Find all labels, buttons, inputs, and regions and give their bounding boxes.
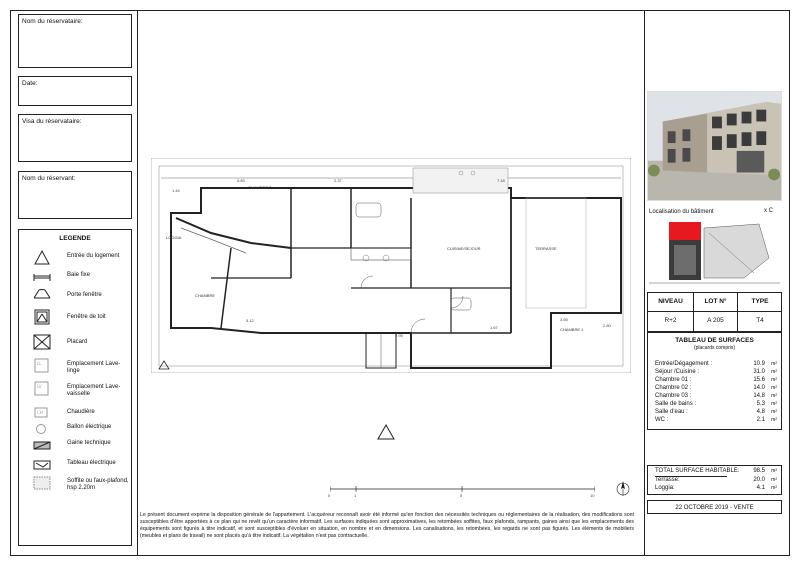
legend-label: Fenêtre de toit [67, 314, 106, 320]
dimension: 2.95 [395, 333, 403, 338]
lot-table [647, 292, 782, 332]
surface-row [655, 417, 777, 425]
building-photo [647, 91, 782, 201]
scale-label: 1 [354, 493, 357, 498]
header-niveau: NIVEAU [648, 293, 694, 311]
triangle-entry-icon [33, 249, 51, 267]
date-label: 22 OCTOBRE 2019 - VENTE [647, 500, 782, 514]
surface-unit: m² [771, 417, 777, 423]
surface-name: WC : [655, 417, 669, 423]
scale-label: 10 [590, 493, 595, 498]
total-name: Terrasse: [655, 477, 680, 483]
legend-label: Emplacement Lave-vaisselle [67, 384, 121, 397]
fixed-window-icon [33, 268, 51, 286]
left-divider [137, 10, 138, 556]
surface-unit: m² [771, 393, 777, 399]
legend-label: Placard [67, 339, 88, 345]
surface-unit: m² [771, 369, 777, 375]
total-value: 98.5 [753, 468, 765, 474]
surface-row [655, 361, 777, 369]
floor-plan [151, 158, 631, 373]
roof-window-icon [33, 308, 51, 326]
room-label: CHAMBRE 3 [248, 185, 272, 190]
room-label: CHAMBRE 1 [560, 327, 584, 332]
surface-row [655, 377, 777, 385]
scale-label: 5 [460, 493, 463, 498]
false-ceiling-icon [33, 474, 51, 492]
surface-unit: m² [771, 401, 777, 407]
legend-title: LEGENDE [59, 235, 91, 242]
reservataire-name-box[interactable] [18, 14, 132, 68]
room-label: CHAMBRE [195, 293, 216, 298]
room-label: CUISINE/SEJOUR [447, 246, 481, 251]
value-niveau: R+2 [648, 311, 694, 331]
surfaces-subtitle: (placards compris) [693, 345, 736, 351]
date-label: Date: [22, 80, 38, 87]
dimension: 5.83 [237, 178, 245, 183]
right-divider [644, 10, 645, 556]
surfaces-title: TABLEAU DE SURFACES [675, 337, 754, 344]
surface-unit: m² [771, 377, 777, 383]
reservant-name-box[interactable] [18, 171, 132, 219]
legend-label: Emplacement Lave-linge [67, 361, 121, 374]
header-type: TYPE [751, 298, 769, 305]
visa-label: Visa du réservataire: [22, 118, 82, 125]
legend-label: Porte fenêtre [67, 292, 102, 298]
total-row [655, 468, 777, 476]
surface-name: Séjour /Cuisine : [655, 369, 700, 375]
total-unit: m² [771, 477, 777, 483]
total-value: 4.1 [756, 485, 765, 491]
legend-label: Soffite ou faux-plafond, hsp 2.20m [67, 478, 129, 491]
technical-duct-icon [33, 436, 51, 454]
french-window-icon [33, 286, 51, 304]
surface-unit: m² [771, 409, 777, 415]
visa-box[interactable] [18, 114, 132, 162]
reservataire-name-label: Nom du réservataire: [22, 18, 83, 25]
surfaces-table [647, 332, 782, 430]
total-name: TOTAL SURFACE HABITABLE: [655, 468, 740, 474]
dimension: 5.12 [246, 318, 254, 323]
legend-label: Baie fixe [67, 272, 91, 278]
surface-row [655, 393, 777, 401]
totals-table [647, 465, 782, 495]
surface-value: 14.0 [753, 385, 765, 391]
room-label: TERRASSE [535, 246, 557, 251]
value-lot: A 205 [694, 311, 738, 331]
total-value: 20.0 [753, 477, 765, 483]
header-lot: LOT N° [694, 293, 738, 311]
location-toggle[interactable]: x C [764, 208, 773, 214]
surface-unit: m² [771, 361, 777, 367]
surface-value: 2.1 [756, 417, 765, 423]
total-row [655, 485, 777, 493]
surface-row [655, 409, 777, 417]
room-label: LOGGIA [166, 235, 182, 240]
surface-name: Salle d'eau : [655, 409, 688, 415]
corner-triangle-icon [158, 360, 170, 370]
legend-label: Ballon électrique [67, 424, 112, 430]
washing-machine-icon [33, 357, 51, 375]
surface-name: Salle de bains : [655, 401, 697, 407]
total-name: Loggia: [655, 485, 675, 491]
electric-panel-icon [33, 456, 51, 474]
surface-unit: m² [771, 385, 777, 391]
scale-label: 0 [328, 493, 331, 498]
scale-bar [330, 486, 595, 496]
closet-icon [33, 333, 51, 351]
reservant-name-label: Nom du réservant: [22, 175, 76, 182]
surface-value: 4.8 [756, 409, 765, 415]
dimension: 7.18 [497, 178, 505, 183]
dimension: 3.65 [560, 317, 568, 322]
surface-name: Chambre 03 : [655, 393, 692, 399]
total-unit: m² [771, 468, 777, 474]
dimension: 1.67 [490, 325, 498, 330]
legend-label: Tableau électrique [67, 460, 116, 466]
legend-label: Chaudière [67, 409, 95, 415]
surface-row [655, 369, 777, 377]
surface-name: Entrée/Dégagement : [655, 361, 713, 367]
dimension: 2.80 [603, 323, 611, 328]
total-row [655, 477, 777, 485]
svg-text:LL: LL [37, 361, 42, 366]
legend-item [25, 333, 129, 359]
legend-label: Gaine technique [67, 440, 111, 446]
disclaimer-text: Le présent document exprime la disposition générale de l'appartement. L'acquéreur reconnaît avoir été informé qu'en fonction des nécessités techniques ou réglementaires de la réalisation, des modifications sont susceptibles d'être apportées à ce plan qui ne revêt qu'un caractère informatif. Les surfaces indiquées sont approximatives, les retombées soffites, faux plafonds, rampants, gaines ainsi que les emplacements des équipements sont figurés à titre indicatif, et sont susceptibles d'évoluer en situation, en nombre et en dimensions. Les canalisations, les retombées, les regards ne sont pas figurés. Les éléments de mobiliers (meubles et plans de travail) ne sont placés qu'à titre indicatif. La végétation n'est pas contractuelle. [140, 512, 634, 539]
surface-value: 14.8 [753, 393, 765, 399]
legend-item [25, 474, 129, 500]
surface-name: Chambre 01 : [655, 377, 692, 383]
svg-text:CH: CH [37, 410, 43, 415]
svg-text:LV: LV [37, 384, 42, 389]
date-box[interactable] [18, 76, 132, 106]
legend [18, 229, 132, 546]
dimension: 1.44 [172, 188, 180, 193]
surface-value: 15.6 [753, 377, 765, 383]
total-unit: m² [771, 485, 777, 491]
legend-item [25, 308, 129, 334]
surface-value: 31.0 [753, 369, 765, 375]
surface-value: 5.3 [756, 401, 765, 407]
legend-label: Entrée du logement [67, 253, 120, 259]
surface-row [655, 401, 777, 409]
value-type: T4 [756, 317, 764, 324]
north-compass-icon [614, 480, 632, 498]
surface-name: Chambre 02 : [655, 385, 692, 391]
location-map [649, 218, 780, 288]
dimension: 2.37 [334, 178, 342, 183]
dishwasher-icon [33, 380, 51, 398]
surface-value: 10.9 [753, 361, 765, 367]
entry-triangle-icon [377, 424, 395, 440]
location-title: Localisation du bâtiment [649, 209, 714, 215]
surface-row [655, 385, 777, 393]
legend-item [25, 380, 129, 406]
